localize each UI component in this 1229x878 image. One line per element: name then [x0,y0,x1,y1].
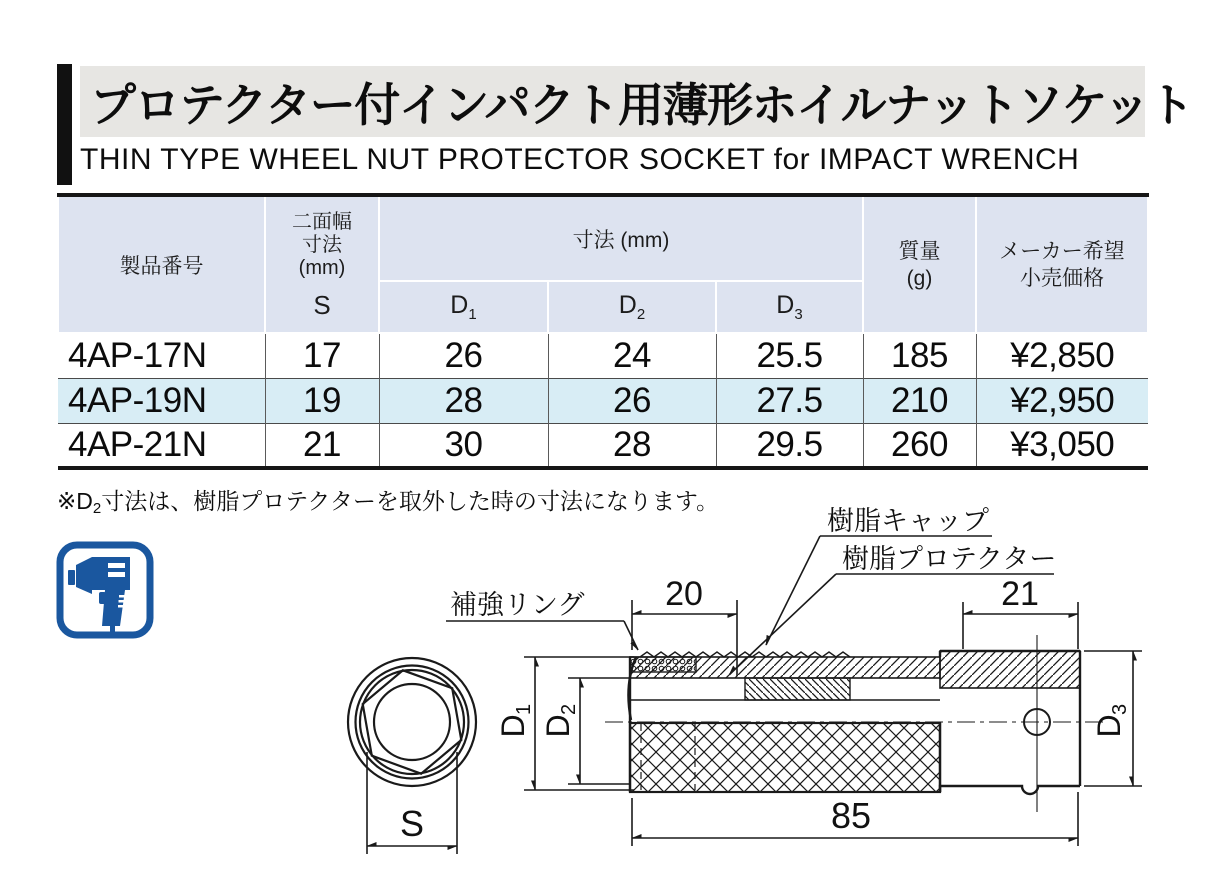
width-header-line: 寸法 [302,234,342,256]
cell-d3: 25.5 [716,333,863,378]
col-header-width [265,195,379,333]
reinforcement-ring-section [630,657,696,672]
footnote-pre: ※D [57,488,93,514]
page-title-en: THIN TYPE WHEEL NUT PROTECTOR SOCKET for IMPACT WRENCH [80,143,1080,176]
dim-d3 [1084,651,1142,786]
spec-table-header [58,195,1148,333]
col-header-d2 [548,281,716,333]
dim-21 [963,575,1078,649]
mass-header-line: (g) [906,266,933,290]
dim-85 [632,792,1078,846]
dim-d1-sub: 1 [513,703,535,715]
dim-d3-base: D [1091,714,1127,738]
page-title-jp: プロテクター付インパクト用薄形ホイルナットソケット [80,66,1145,137]
dim-d2-sub: 2 [558,703,580,715]
footnote-sub: 2 [92,500,102,517]
cap-label: 樹脂キャップ [827,506,989,536]
technical-drawing [330,488,1210,878]
cell-d3: 27.5 [716,378,863,423]
dim-d1-base: D [495,714,531,738]
cell-mass: 185 [863,333,976,378]
price-header-line: メーカー希望 [999,239,1125,263]
callout-cap [766,506,992,645]
dim-d2 [540,678,630,784]
table-row-highlighted [58,378,1148,423]
drive-bottom-profile [940,786,1080,794]
dim-d2-base: D [540,714,576,738]
knurled-grip [630,723,940,792]
dim-d3-sub: 3 [1109,703,1131,715]
d3-sub: 3 [794,306,803,323]
dim-s [367,752,457,854]
cell-s: 19 [265,378,379,423]
cell-s: 17 [265,333,379,378]
impact-wrench-icon [55,540,155,640]
cell-price: ¥2,850 [976,333,1148,378]
d2-sub: 2 [636,306,646,323]
drive-end-section [940,651,1080,688]
width-header-line: 二面幅 [292,211,352,233]
col-header-product: 製品番号 [58,195,265,333]
col-header-price [976,195,1148,333]
dim-85-label: 85 [830,795,872,836]
table-row [58,423,1148,468]
col-header-mass [863,195,976,333]
cell-s: 21 [265,423,379,468]
col-header-d3 [716,281,863,333]
spec-table [57,193,1149,470]
cell-d2: 26 [548,378,716,423]
cell-mass: 260 [863,423,976,468]
cell-product: 4AP-17N [58,333,265,378]
width-header-sub-s: S [313,290,331,320]
d1-sub: 1 [468,306,477,323]
dim-s-label: S [399,803,425,844]
col-header-dimensions: 寸法 (mm) [379,195,863,281]
side-view [605,635,1105,812]
cell-product: 4AP-19N [58,378,265,423]
mass-header-line: 質量 [898,239,941,263]
d3-base: D [776,291,795,319]
d2-base: D [618,291,637,319]
protector-lip-section [745,678,850,700]
cell-d3: 29.5 [716,423,863,468]
dim-20-label: 20 [665,575,703,613]
dim-21-label: 21 [1001,575,1039,613]
footnote-post: 寸法は、樹脂プロテクターを取外した時の寸法になります。 [101,488,720,514]
hex-socket-outline [363,670,462,773]
cell-d1: 28 [379,378,548,423]
cell-d2: 24 [548,333,716,378]
ring-label: 補強リング [450,590,585,620]
cell-d1: 30 [379,423,548,468]
d1-base: D [450,291,469,319]
protector-label: 樹脂プロテクター [842,544,1057,574]
callout-ring [446,590,638,650]
cell-product: 4AP-21N [58,423,265,468]
cell-d2: 28 [548,423,716,468]
price-header-line: 小売価格 [1020,266,1104,290]
cell-price: ¥2,950 [976,378,1148,423]
width-header-line: (mm) [298,257,346,279]
title-accent-bar [57,64,72,185]
col-header-d1 [379,281,548,333]
cell-price: ¥3,050 [976,423,1148,468]
table-row [58,333,1148,378]
cell-mass: 210 [863,378,976,423]
cell-d1: 26 [379,333,548,378]
